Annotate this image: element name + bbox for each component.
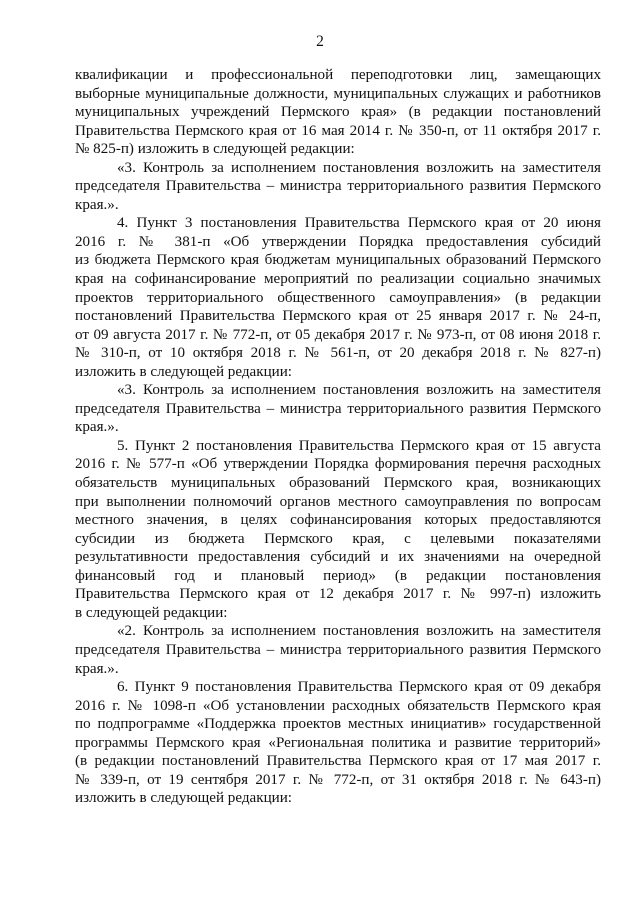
text-line: председателя Правительства – министра территориального развития Пермского [75,400,601,417]
text-line: 6. Пункт 9 постановления Правительства Пермского края от 09 декабря [117,679,601,696]
text-line: постановлений Правительства Пермского края от 25 января 2017 г. № 24-п, [75,308,601,325]
text-line: № 310-п, от 10 октября 2018 г. № 561-п, от 20 декабря 2018 г. № 827-п) [75,345,601,362]
text-line: края.». [75,419,119,436]
text-line: 2016 г. № 577-п «Об утверждении Порядка формирования перечня расходных [75,456,601,473]
text-line: от 09 августа 2017 г. № 772-п, от 05 декабря 2017 г. № 973-п, от 08 июня 2018 г. [75,326,601,343]
text-line: при выполнении полномочий органов местного самоуправления по вопросам [75,493,601,510]
text-line: выборные муниципальные должности, муниципальных служащих и работников [75,85,601,102]
text-line: результативности предоставления субсидий и их значениями на очередной [75,549,601,566]
text-line: изложить в следующей редакции: [75,363,292,380]
document-body [75,66,601,808]
text-line: по подпрограмме «Поддержка проектов местных инициатив» государственной [75,716,601,733]
text-line: обязательств муниципальных образований Пермского края, возникающих [75,475,601,492]
paragraph [75,66,601,159]
text-line: края.». [75,660,119,677]
text-line: председателя Правительства – министра территориального развития Пермского [75,641,601,658]
text-line: из бюджета Пермского края бюджетам муниципальных образований Пермского [75,252,601,269]
text-line: Правительства Пермского края от 16 мая 2014 г. № 350-п, от 11 октября 2017 г. [75,122,601,139]
text-line: «3. Контроль за исполнением постановления возложить на заместителя [117,159,601,176]
text-line: «2. Контроль за исполнением постановления возложить на заместителя [117,623,601,640]
text-line: финансовый год и плановый период» (в редакции постановления [75,567,601,584]
paragraph [75,622,601,678]
text-line: председателя Правительства – министра территориального развития Пермского [75,178,601,195]
text-line: в следующей редакции: [75,604,228,621]
paragraph [75,437,601,622]
page-number: 2 [316,33,324,50]
text-line: программы Пермского края «Региональная политика и развитие территорий» [75,734,601,751]
text-line: субсидии из бюджета Пермского края, с целевыми показателями [75,530,601,547]
text-line: края на софинансирование мероприятий по реализации социально значимых [75,271,601,288]
paragraph [75,678,601,808]
text-line: 2016 г. № 1098-п «Об установлении расходных обязательств Пермского края [75,697,601,714]
text-line: «3. Контроль за исполнением постановления возложить на заместителя [117,382,601,399]
text-line: 4. Пункт 3 постановления Правительства Пермского края от 20 июня [117,215,601,232]
text-line: муниципальных учреждений Пермского края» (в редакции постановлений [75,104,601,121]
text-line: проектов территориального общественного самоуправления» (в редакции [75,289,601,306]
text-line: 2016 г. № 381-п «Об утверждении Порядка предоставления субсидий [75,233,601,250]
text-line: № 339-п, от 19 сентября 2017 г. № 772-п, от 31 октября 2018 г. № 643-п) [75,771,601,788]
paragraph [75,214,601,381]
text-line: квалификации и профессиональной переподготовки лиц, замещающих [75,67,601,83]
text-line: (в редакции постановлений Правительства Пермского края от 17 мая 2017 г. [75,753,601,770]
text-line: № 825-п) изложить в следующей редакции: [75,141,355,158]
paragraph [75,381,601,437]
text-line: 5. Пункт 2 постановления Правительства Пермского края от 15 августа [117,437,601,454]
paragraph [75,159,601,215]
text-line: местного значения, в целях софинансирования которых предоставляются [75,512,601,529]
text-line: края.». [75,196,119,213]
text-line: Правительства Пермского края от 12 декабря 2017 г. № 997-п) изложить [75,586,601,603]
text-line: изложить в следующей редакции: [75,790,292,807]
